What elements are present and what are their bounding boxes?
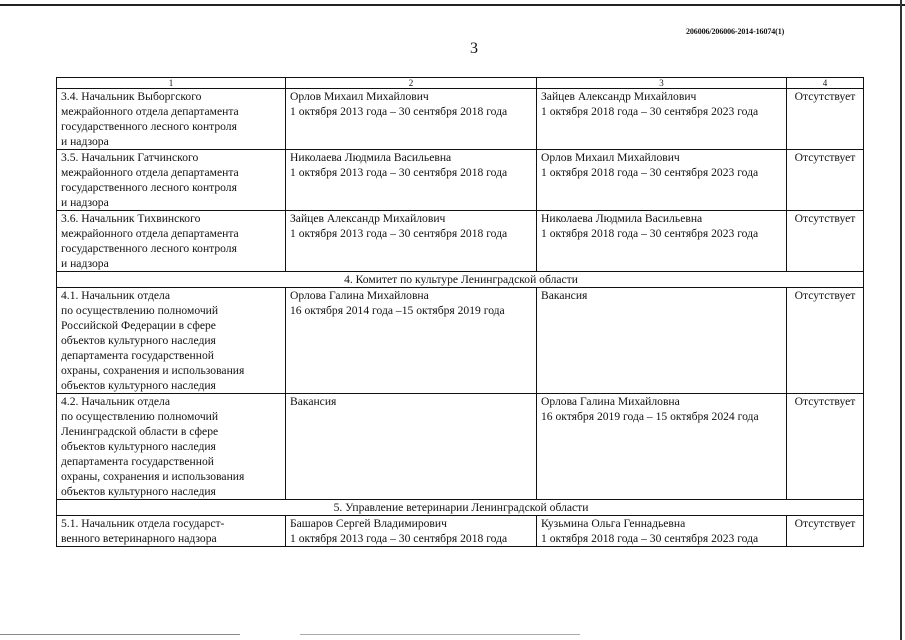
section-title: 5. Управление ветеринарии Ленинградской области [57, 500, 864, 516]
section-row [57, 500, 864, 516]
column-number-1: 1 [57, 78, 286, 89]
current-holder-cell: Орлова Галина Михайловна 16 октября 2014 года –15 октября 2019 года [286, 288, 537, 394]
table-row [57, 211, 864, 272]
column-number-row [57, 78, 864, 89]
next-holder-cell: Кузьмина Ольга Геннадьевна 1 октября 2018 года – 30 сентября 2023 года [537, 516, 787, 547]
next-holder-cell: Николаева Людмила Васильевна 1 октября 2018 года – 30 сентября 2023 года [537, 211, 787, 272]
reserve-cell: Отсутствует [787, 89, 864, 150]
table-row [57, 394, 864, 500]
page-number: 3 [470, 40, 478, 57]
position-cell: 3.5. Начальник Гатчинского межрайонного отдела департамента государственного лесного контроля и надзора [57, 150, 286, 211]
current-holder-cell: Башаров Сергей Владимирович 1 октября 2013 года – 30 сентября 2018 года [286, 516, 537, 547]
reserve-cell: Отсутствует [787, 211, 864, 272]
column-number-3: 3 [537, 78, 787, 89]
table-row [57, 288, 864, 394]
right-border-line [900, 0, 902, 640]
positions-table [56, 77, 864, 547]
reserve-cell: Отсутствует [787, 516, 864, 547]
table-row [57, 516, 864, 547]
table-row [57, 89, 864, 150]
current-holder-cell: Орлов Михаил Михайлович 1 октября 2013 года – 30 сентября 2018 года [286, 89, 537, 150]
table-row [57, 150, 864, 211]
section-title: 4. Комитет по культуре Ленинградской области [57, 272, 864, 288]
reserve-cell: Отсутствует [787, 150, 864, 211]
document-id: 206006/206006-2014-16074(1) [686, 27, 785, 36]
section-row [57, 272, 864, 288]
next-holder-cell: Вакансия [537, 288, 787, 394]
reserve-cell: Отсутствует [787, 288, 864, 394]
next-holder-cell: Зайцев Александр Михайлович 1 октября 2018 года – 30 сентября 2023 года [537, 89, 787, 150]
top-border-line [0, 4, 905, 6]
bottom-scan-line [300, 634, 580, 635]
bottom-scan-line [0, 634, 240, 635]
current-holder-cell: Николаева Людмила Васильевна 1 октября 2013 года – 30 сентября 2018 года [286, 150, 537, 211]
next-holder-cell: Орлова Галина Михайловна 16 октября 2019 года – 15 октября 2024 года [537, 394, 787, 500]
next-holder-cell: Орлов Михаил Михайлович 1 октября 2018 года – 30 сентября 2023 года [537, 150, 787, 211]
current-holder-cell: Зайцев Александр Михайлович 1 октября 2013 года – 30 сентября 2018 года [286, 211, 537, 272]
reserve-cell: Отсутствует [787, 394, 864, 500]
current-holder-cell: Вакансия [286, 394, 537, 500]
position-cell: 5.1. Начальник отдела государст- венного ветеринарного надзора [57, 516, 286, 547]
position-cell: 4.1. Начальник отдела по осуществлению полномочий Российской Федерации в сфере объектов культурного наследия департамента государственной охраны, сохранения и использования объектов культурного наследия [57, 288, 286, 394]
position-cell: 3.6. Начальник Тихвинского межрайонного отдела департамента государственного лесного контроля и надзора [57, 211, 286, 272]
position-cell: 3.4. Начальник Выборгского межрайонного отдела департамента государственного лесного контроля и надзора [57, 89, 286, 150]
position-cell: 4.2. Начальник отдела по осуществлению полномочий Ленинградской области в сфере объектов культурного наследия департамента государственной охраны, сохранения и использования объектов культурного наследия [57, 394, 286, 500]
column-number-2: 2 [286, 78, 537, 89]
column-number-4: 4 [787, 78, 864, 89]
